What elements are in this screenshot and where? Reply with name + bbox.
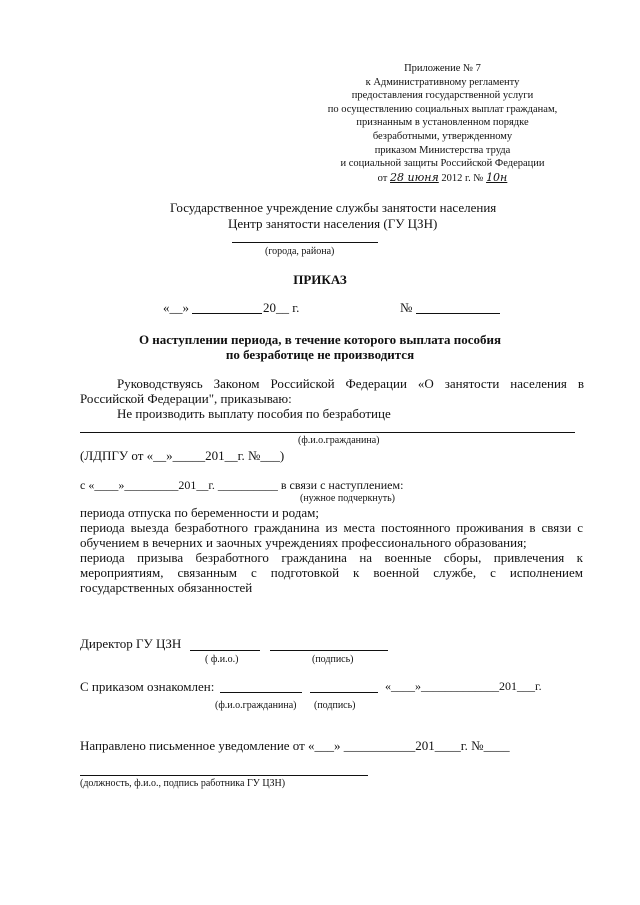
worker-signature-line bbox=[80, 775, 368, 776]
org-name-line1: Государственное учреждение службы занятости населения bbox=[170, 200, 497, 215]
period-study-line1: периода выезда безработного гражданина из места постоянного проживания в связи с bbox=[80, 520, 583, 535]
order-title: ПРИКАЗ bbox=[293, 272, 347, 287]
appendix-date-suffix: 2012 г. № bbox=[441, 172, 484, 184]
period-study-line2: обучением в вечерних и заочных учреждениях профессионального образования; bbox=[80, 535, 527, 550]
underline-note: (нужное подчеркнуть) bbox=[300, 493, 395, 504]
subject-line1: О наступлении периода, в течение которого выплата пособия bbox=[138, 332, 502, 347]
appendix-line: и социальной защиты Российской Федерации bbox=[340, 158, 545, 170]
acquainted-date: «____»_____________201___г. bbox=[385, 679, 542, 693]
order-number-label: № bbox=[400, 300, 413, 315]
para1-line1: Руководствуясь Законом Российской Федерации «О занятости населения в bbox=[117, 376, 584, 391]
period-military-line1: периода призыва безработного гражданина на военные сборы, привлечения к bbox=[80, 550, 583, 565]
org-name-line2: Центр занятости населения (ГУ ЦЗН) bbox=[228, 216, 438, 231]
handwritten-date: 28 июня bbox=[390, 170, 439, 184]
appendix-line: по осуществлению социальных выплат гражданам, bbox=[327, 103, 558, 115]
handwritten-number: 10н bbox=[486, 170, 508, 184]
appendix-number: Приложение № 7 bbox=[404, 63, 481, 74]
order-date-open: «__» bbox=[163, 300, 189, 315]
period-military-line3: государственных обязанностей bbox=[80, 580, 253, 595]
worker-caption: (должность, ф.и.о., подпись работника ГУ ЦЗН) bbox=[80, 778, 286, 789]
acquainted-signature-line bbox=[310, 692, 378, 693]
order-number-blank bbox=[416, 313, 500, 314]
notice-line: Направлено письменное уведомление от «___» ___________201____г. №____ bbox=[80, 738, 510, 753]
order-date-blank bbox=[192, 313, 262, 314]
subject-line2: по безработице не производится bbox=[225, 347, 415, 362]
period-military-line2: мероприятиям, связанным с подготовкой к военной службе, с исполнением bbox=[80, 565, 583, 580]
acquainted-fio-line bbox=[220, 692, 302, 693]
city-blank-line bbox=[232, 242, 378, 243]
appendix-line: к Административному регламенту bbox=[365, 76, 520, 88]
citizen-fio-line bbox=[80, 432, 575, 433]
order-date-year: 20__ г. bbox=[263, 300, 300, 315]
director-fio-line bbox=[190, 650, 260, 651]
para2: Не производить выплату пособия по безработице bbox=[117, 406, 391, 421]
appendix-line: безработными, утвержденному bbox=[372, 130, 513, 142]
period-maternity: периода отпуска по беременности и родам; bbox=[80, 505, 319, 520]
appendix-line: признанным в установленном порядке bbox=[356, 117, 529, 129]
acquainted-label: С приказом ознакомлен: bbox=[80, 679, 215, 694]
acquainted-signature-caption: (подпись) bbox=[314, 700, 356, 711]
appendix-line: приказом Министерства труда bbox=[374, 144, 511, 156]
director-signature-caption: (подпись) bbox=[312, 654, 354, 665]
from-date-line: с «____»_________201__г. __________ в связи с наступлением: bbox=[80, 478, 404, 492]
city-caption: (города, района) bbox=[265, 246, 335, 257]
ldpgu-line: (ЛДПГУ от «__»_____201__г. №___) bbox=[80, 448, 285, 463]
appendix-date-prefix: от bbox=[377, 172, 388, 184]
director-fio-caption: ( ф.и.о.) bbox=[205, 654, 239, 665]
appendix-line: предоставления государственной услуги bbox=[351, 90, 534, 102]
citizen-fio-caption: (ф.и.о.гражданина) bbox=[298, 435, 380, 446]
acquainted-fio-caption: (ф.и.о.гражданина) bbox=[215, 700, 297, 711]
para1-line2: Российской Федерации", приказываю: bbox=[80, 391, 292, 406]
director-signature-line bbox=[270, 650, 388, 651]
director-label: Директор ГУ ЦЗН bbox=[80, 636, 182, 651]
appendix-block bbox=[300, 62, 585, 185]
appendix-date-line bbox=[300, 171, 585, 186]
